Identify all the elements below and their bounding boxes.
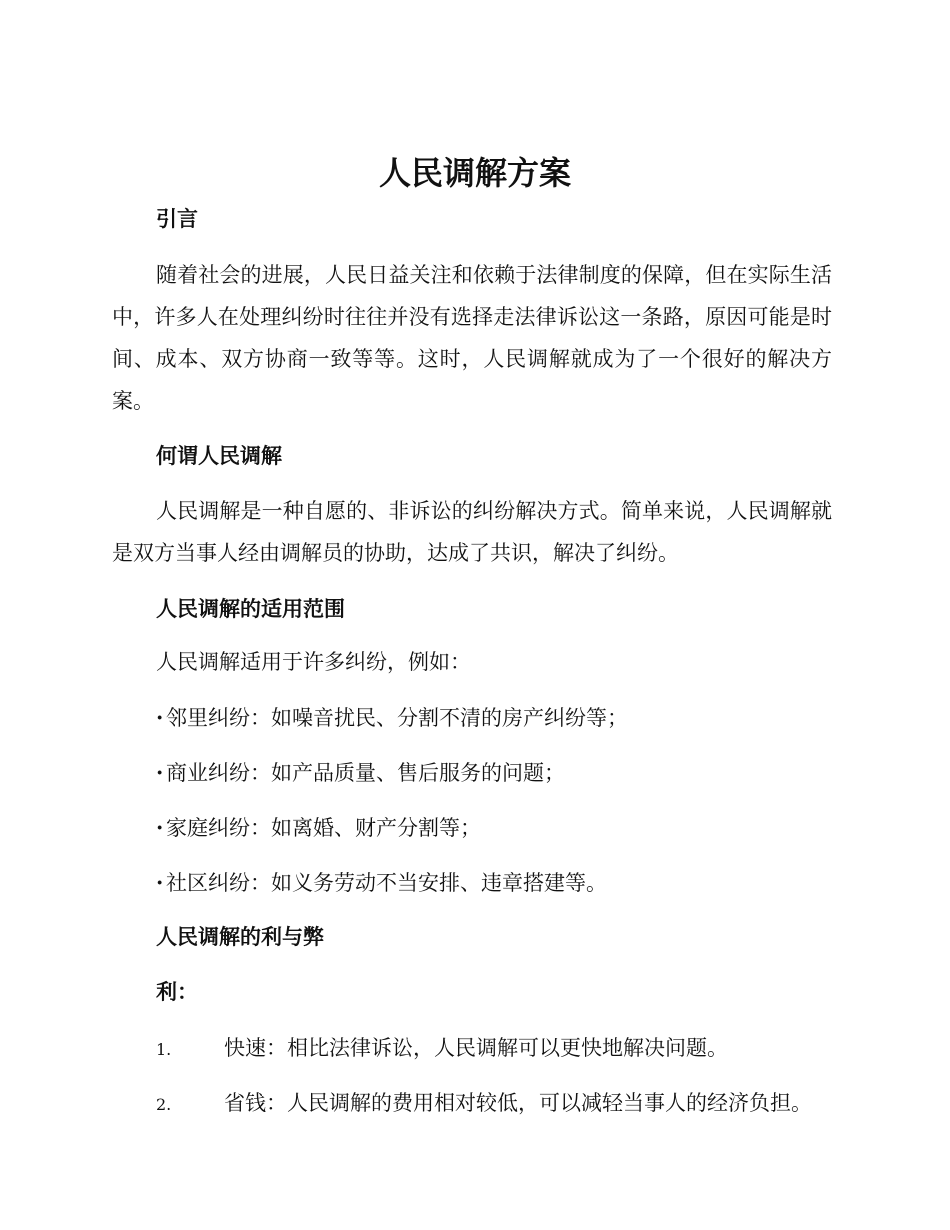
pros-subheading: 利： [156, 980, 198, 1004]
numbered-item [156, 1033, 728, 1065]
list-item [156, 758, 565, 788]
list-item-text: 社区纠纷：如义务劳动不当安排、违章搭建等。 [166, 871, 607, 895]
list-item-text: 商业纠纷：如产品质量、售后服务的问题； [166, 761, 565, 785]
section-heading-pros-cons: 人民调解的利与弊 [156, 925, 324, 949]
section-heading-definition: 何谓人民调解 [156, 444, 282, 468]
list-item [156, 813, 481, 843]
scope-intro: 人民调解适用于许多纠纷，例如： [156, 650, 471, 674]
numbered-item [156, 1088, 812, 1120]
bullet-marker: · [156, 815, 164, 840]
item-text: 快速：相比法律诉讼，人民调解可以更快地解决问题。 [224, 1036, 728, 1060]
bullet-marker: · [156, 705, 164, 730]
definition-paragraph: 人民调解是一种自愿的、非诉讼的纠纷解决方式。简单来说，人民调解就是双方当事人经由调解员的协助，达成了共识，解决了纠纷。 [112, 499, 832, 565]
item-number: 2. [156, 1095, 172, 1114]
list-item-text: 家庭纠纷：如离婚、财产分割等； [166, 816, 481, 840]
list-item [156, 703, 628, 733]
section-heading-scope: 人民调解的适用范围 [156, 597, 345, 621]
bullet-marker: · [156, 760, 164, 785]
item-number: 1. [156, 1040, 172, 1059]
item-text: 省钱：人民调解的费用相对较低，可以减轻当事人的经济负担。 [224, 1091, 812, 1115]
section-heading-intro: 引言 [156, 207, 198, 231]
document-title: 人民调解方案 [378, 154, 571, 192]
bullet-marker: · [156, 870, 164, 895]
list-item-text: 邻里纠纷：如噪音扰民、分割不清的房产纠纷等； [166, 706, 628, 730]
intro-paragraph: 随着社会的进展，人民日益关注和依赖于法律制度的保障，但在实际生活中，许多人在处理纠纷时往往并没有选择走法律诉讼这一条路，原因可能是时间、成本、双方协商一致等等。这时，人民调解就成为了一个很好的解决方案。 [112, 263, 832, 413]
list-item [156, 868, 607, 898]
